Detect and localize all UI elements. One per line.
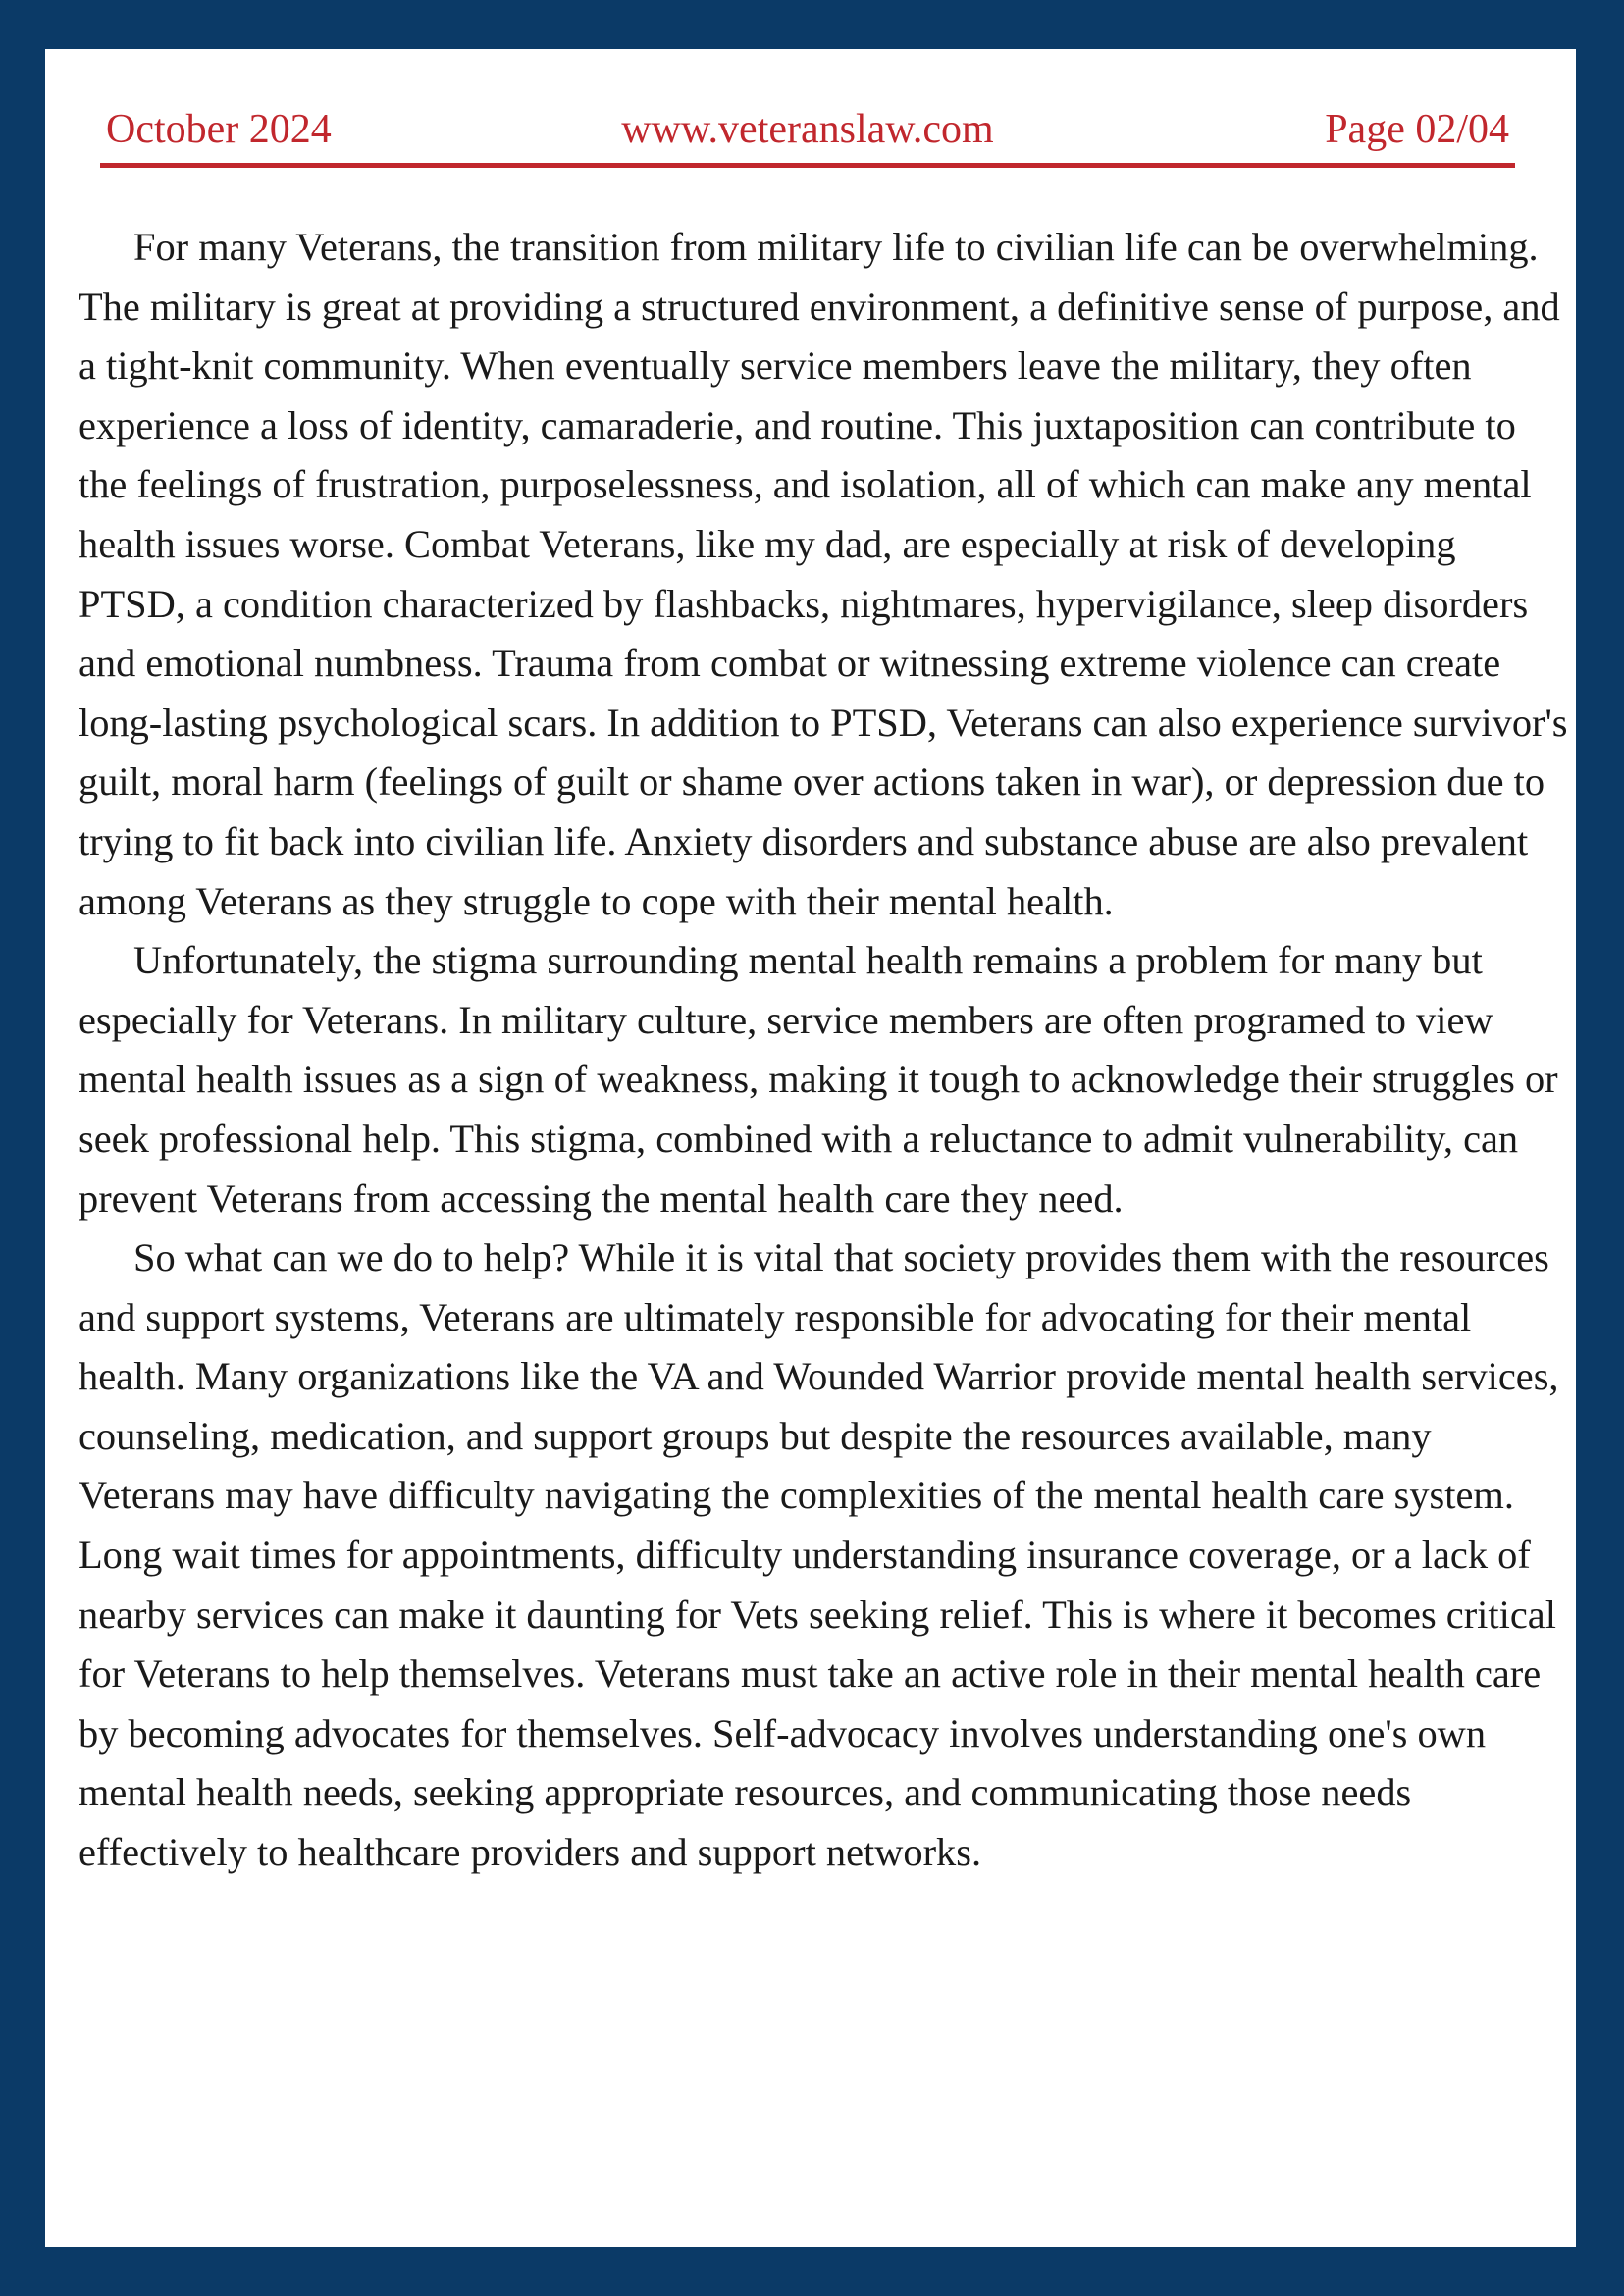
header-page-number: Page 02/04	[1325, 107, 1509, 152]
page-header	[100, 94, 1515, 168]
paragraph-3: So what can we do to help? While it is vital that society provides them with the resources and support systems, Veterans are ultimately responsible for advocating for their mental health. Many organizations like the VA and Wounded Warrior provide mental health services, counseling, medication, and support groups but despite the resources available, many Veterans may have difficulty navigating the complexities of the mental health care system. Long wait times for appointments, difficulty understanding insurance coverage, or a lack of nearby services can make it daunting for Vets seeking relief. This is where it becomes critical for Veterans to help themselves. Veterans must take an active role in their mental health care by becoming advocates for themselves. Self-advocacy involves understanding one's own mental health needs, seeking appropriate resources, and communicating those needs effectively to healthcare providers and support networks.	[79, 1235, 1559, 1875]
header-website-link[interactable]: www.veteranslaw.com	[621, 107, 994, 152]
paragraph-2: Unfortunately, the stigma surrounding mental health remains a problem for many but especially for Veterans. In military culture, service members are often programed to view mental health issues as a sign of weakness, making it tough to acknowledge their struggles or seek professional help. This stigma, combined with a reluctance to admit vulnerability, can prevent Veterans from accessing the mental health care they need.	[79, 938, 1558, 1221]
article-body	[79, 218, 1570, 1883]
header-date: October 2024	[106, 107, 332, 152]
document-page	[45, 49, 1576, 2247]
paragraph-1: For many Veterans, the transition from military life to civilian life can be overwhelming. The military is great at providing a structured environment, a definitive sense of purpose, and a tight-knit community. When eventually service members leave the military, they often experience a loss of identity, camaraderie, and routine. This juxtaposition can contribute to the feelings of frustration, purposelessness, and isolation, all of which can make any mental health issues worse. Combat Veterans, like my dad, are especially at risk of developing PTSD, a condition characterized by flashbacks, nightmares, hypervigilance, sleep disorders and emotional numbness. Trauma from combat or witnessing extreme violence can create long-lasting psychological scars. In addition to PTSD, Veterans can also experience survivor's guilt, moral harm (feelings of guilt or shame over actions taken in war), or depression due to trying to fit back into civilian life. Anxiety disorders and substance abuse are also prevalent among Veterans as they struggle to cope with their mental health.	[79, 225, 1568, 923]
